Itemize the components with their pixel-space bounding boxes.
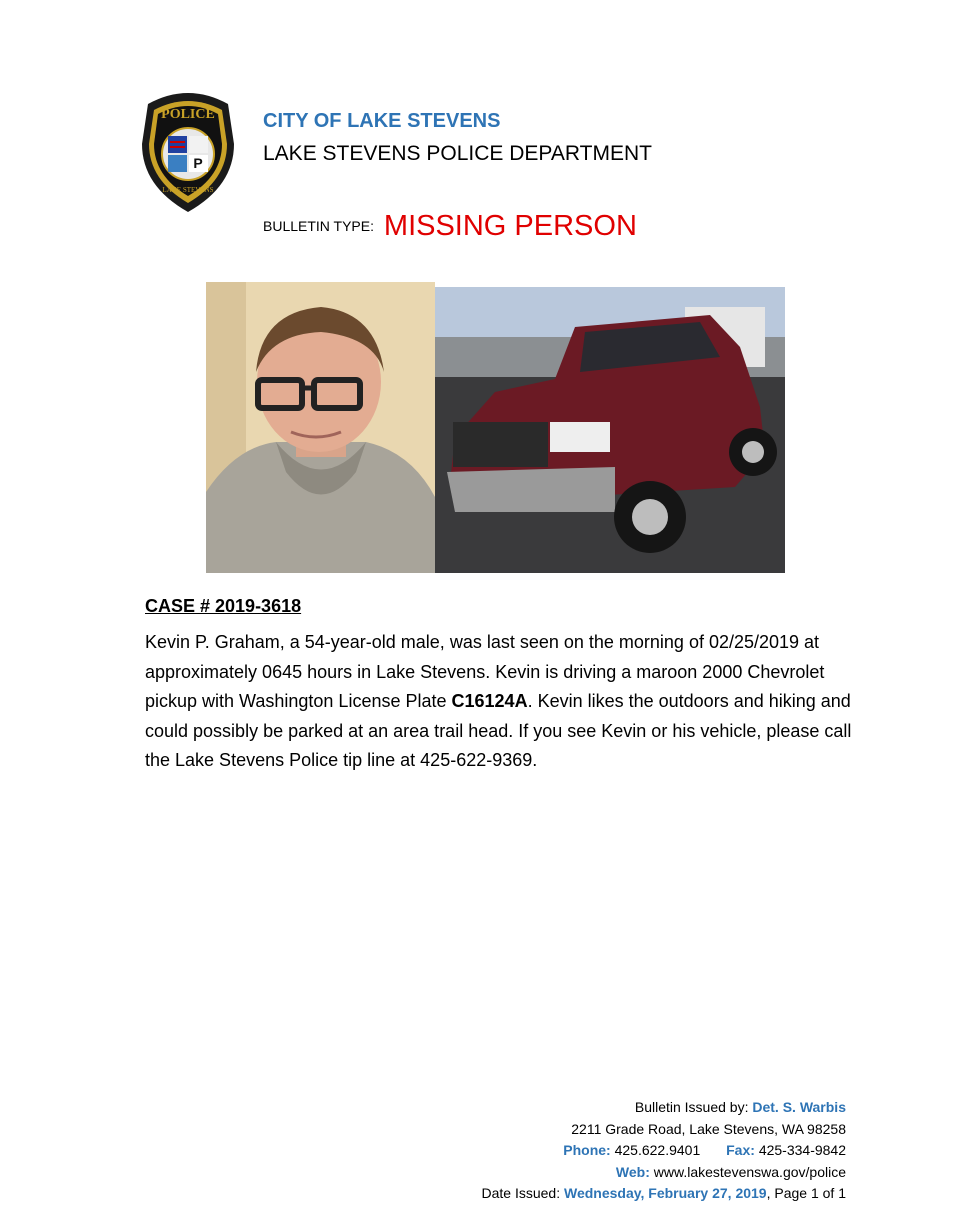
date-label: Date Issued:: [481, 1185, 561, 1202]
web-label: Web:: [615, 1163, 650, 1180]
license-plate: C16124A: [451, 691, 528, 711]
svg-text:P: P: [193, 155, 203, 171]
date-issued: Wednesday, February 27, 2019: [564, 1185, 767, 1202]
case-text-part-2: . Kevin likes the outdoors and hiking and could possibly be parked at an area trail head. If you see Kevin or his vehicle, please call the Lake Stevens Police tip line at 425-622-9369.: [145, 691, 852, 770]
missing-person-photo: [206, 282, 435, 573]
footer-issued-by: Bulletin Issued by: Det. S. Warbis: [634, 1099, 846, 1115]
vehicle-photo: [435, 287, 785, 573]
police-badge-logo: [138, 86, 238, 214]
bulletin-footer: [482, 1097, 847, 1205]
city-title: CITY OF LAKE STEVENS: [263, 110, 501, 132]
case-description: [145, 628, 865, 776]
fax-label: Fax:: [726, 1142, 755, 1159]
footer-phone-fax: [482, 1140, 847, 1162]
bulletin-type-value: MISSING PERSON: [383, 210, 637, 242]
fax-number: 425-334-9842: [758, 1142, 846, 1159]
footer-web: [482, 1162, 847, 1184]
web-link[interactable]: www.lakestevenswa.gov/police: [653, 1163, 846, 1180]
department-title: LAKE STEVENS POLICE DEPARTMENT: [263, 142, 652, 165]
page-count: , Page 1 of 1: [766, 1185, 846, 1202]
footer-date: [482, 1183, 847, 1205]
issuing-officer: Det. S. Warbis: [752, 1099, 846, 1115]
case-number: CASE # 2019-3618: [145, 596, 302, 616]
bulletin-type-label: BULLETIN TYPE:: [263, 218, 375, 234]
badge-bottom-text: LAKE STEVENS: [162, 186, 214, 194]
case-text-part-1: Kevin P. Graham, a 54-year-old male, was last seen on the morning of 02/25/2019 at approximately 0645 hours in Lake Stevens. Kevin is driving a maroon 2000 Chevrolet pickup with Washington License Plate: [145, 632, 825, 711]
phone-number: 425.622.9401: [614, 1142, 701, 1159]
bulletin-type-line: [263, 210, 637, 243]
phone-label: Phone:: [563, 1142, 611, 1159]
footer-address: 2211 Grade Road, Lake Stevens, WA 98258: [571, 1120, 846, 1137]
badge-top-text: POLICE: [161, 107, 215, 122]
